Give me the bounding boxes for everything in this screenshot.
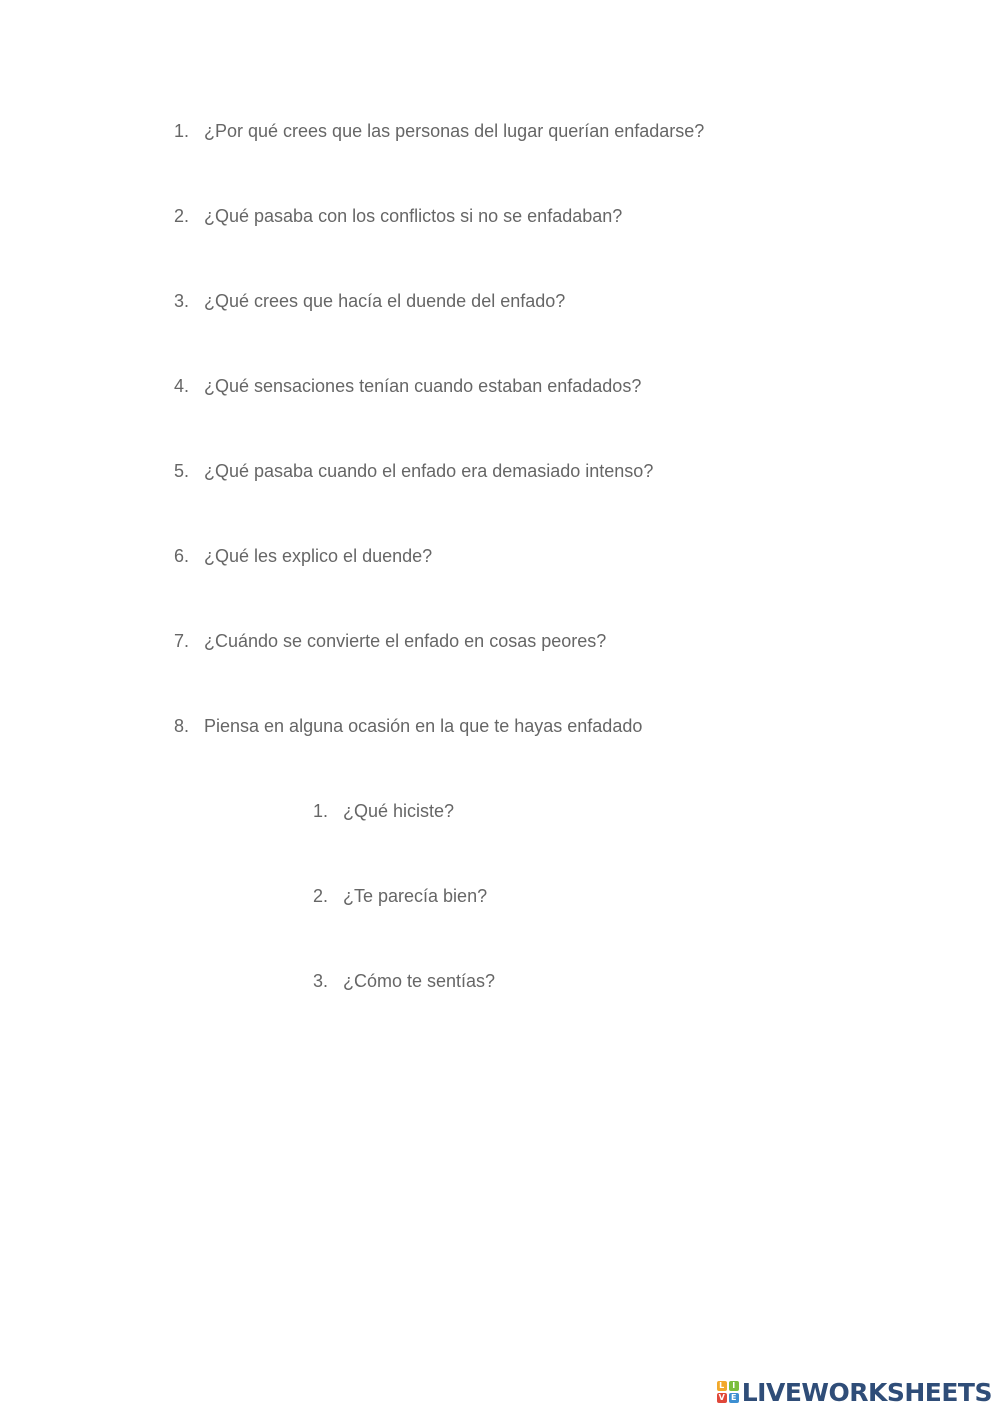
sub-question-1 [313, 800, 454, 822]
question-number: 1. [174, 121, 190, 141]
sub-question-text: ¿Qué hiciste? [343, 801, 455, 821]
question-number: 8. [174, 716, 190, 736]
question-3 [174, 290, 565, 312]
question-number: 5. [174, 461, 190, 481]
sub-question-number: 3. [313, 971, 329, 991]
sub-question-number: 1. [313, 801, 329, 821]
sub-question-3 [313, 970, 495, 992]
liveworksheets-logo-icon [717, 1381, 739, 1403]
question-text: ¿Qué sensaciones tenían cuando estaban enfadados? [204, 376, 642, 396]
question-text: ¿Qué crees que hacía el duende del enfado? [204, 291, 566, 311]
question-5 [174, 460, 653, 482]
sub-question-number: 2. [313, 886, 329, 906]
question-6 [174, 545, 432, 567]
question-4 [174, 375, 641, 397]
question-text: ¿Qué les explico el duende? [204, 546, 433, 566]
question-2 [174, 205, 622, 227]
question-1 [174, 120, 704, 142]
sub-question-2 [313, 885, 487, 907]
logo-letter-e: E [729, 1393, 739, 1403]
question-text: ¿Por qué crees que las personas del lugar querían enfadarse? [204, 121, 705, 141]
question-number: 7. [174, 631, 190, 651]
logo-letter-i: I [729, 1381, 739, 1391]
logo-letter-l: L [717, 1381, 727, 1391]
sub-question-text: ¿Te parecía bien? [343, 886, 488, 906]
question-number: 4. [174, 376, 190, 396]
question-text: ¿Qué pasaba con los conflictos si no se enfadaban? [204, 206, 623, 226]
question-7 [174, 630, 606, 652]
question-number: 2. [174, 206, 190, 226]
question-8 [174, 715, 642, 737]
logo-text: LIVEWORKSHEETS [741, 1377, 992, 1407]
question-number: 6. [174, 546, 190, 566]
question-text: Piensa en alguna ocasión en la que te hayas enfadado [204, 716, 643, 736]
question-text: ¿Cuándo se convierte el enfado en cosas peores? [204, 631, 607, 651]
logo-letter-v: V [718, 1393, 725, 1402]
sub-question-text: ¿Cómo te sentías? [343, 971, 496, 991]
question-text: ¿Qué pasaba cuando el enfado era demasiado intenso? [204, 461, 654, 481]
question-number: 3. [174, 291, 190, 311]
liveworksheets-logo[interactable] [717, 1377, 992, 1407]
